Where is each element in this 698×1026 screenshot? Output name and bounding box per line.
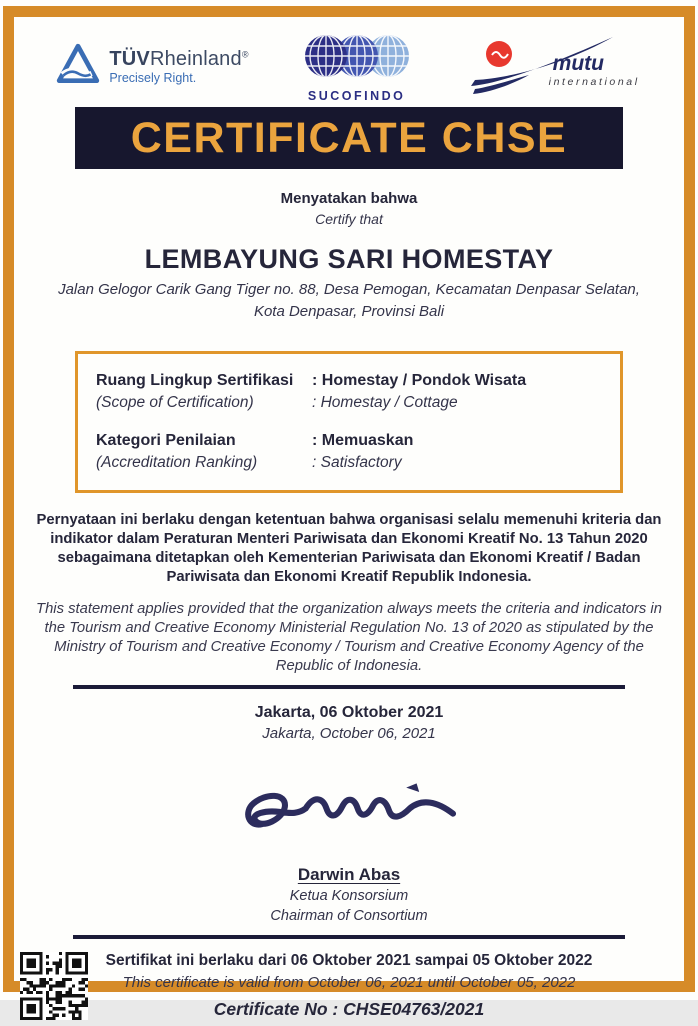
scope-value-en: : Homestay / Cottage — [312, 394, 458, 411]
validity-block — [14, 950, 684, 1022]
mutu-subtitle: international — [548, 76, 640, 88]
certificate-content — [14, 17, 684, 1019]
mutu-swoosh-icon — [465, 87, 643, 104]
ranking-label-en: (Accreditation Ranking) — [96, 454, 258, 471]
divider-top — [73, 685, 625, 689]
tuv-wordmark — [109, 49, 248, 85]
statement-indonesian: Pernyataan ini berlaku dengan ketentuan bahwa organisasi selalu memenuhi kriteria dan indikator dalam Peraturan Menteri Pariwisata dan Ekonomi Kreatif No. 13 Tahun 2020 sebagaimana ditetapkan oleh Kementerian Pariwisata dan Ekonomi Kreatif / Badan Pariwisata dan Ekonomi Kreatif Republik Indonesia. — [36, 512, 662, 585]
registered-mark: ® — [241, 49, 249, 60]
scope-row — [96, 370, 602, 414]
intro-indonesian: Menyatakan bahwa — [280, 190, 418, 207]
signatory-name: Darwin Abas — [297, 865, 401, 884]
scope-label-id: Ruang Lingkup Sertifikasi — [96, 372, 294, 389]
recipient-name: LEMBAYUNG SARI HOMESTAY — [144, 244, 554, 274]
tuv-triangle-icon — [55, 42, 101, 93]
signatory-title-en: Chairman of Consortium — [270, 908, 428, 924]
qr-code — [20, 951, 88, 1021]
tuv-name: TÜVRheinland® — [109, 47, 249, 70]
signatory-title-id: Ketua Konsorsium — [289, 888, 409, 904]
scope-label-en: (Scope of Certification) — [96, 394, 254, 411]
ranking-label-id: Kategori Penilaian — [96, 432, 236, 449]
intro-english: Certify that — [315, 211, 383, 227]
sucofindo-wordmark: SUCOFINDO — [307, 89, 406, 103]
tuv-tagline: Precisely Right. — [109, 70, 197, 85]
sucofindo-logo — [301, 31, 413, 103]
certificate-title: CERTIFICATE CHSE — [130, 113, 568, 162]
logo-row — [14, 30, 684, 104]
sucofindo-globes-icon — [301, 31, 413, 88]
ranking-value-id: : Memuaskan — [312, 432, 414, 449]
scope-box — [75, 351, 623, 493]
recipient-address — [14, 279, 684, 323]
validity-english: This certificate is valid from October 06, 2021 until October 05, 2022 — [122, 974, 576, 991]
certificate-banner — [75, 107, 623, 169]
divider-bottom — [73, 935, 625, 939]
intro-block — [14, 189, 684, 229]
certificate-number: Certificate No : CHSE04763/2021 — [213, 999, 485, 1019]
ranking-row — [96, 430, 602, 474]
mutu-international-logo — [465, 34, 643, 100]
statement-english: This statement applies provided that the organization always meets the criteria and indicators in the Tourism and Creative Economy Ministerial Regulation No. 13 of 2020 as stipulated by the Ministry of Tourism and Creative Economy / Tourism and Creative Economy Agency of the Republic of Indonesia. — [36, 601, 662, 674]
validity-indonesian: Sertifikat ini berlaku dari 06 Oktober 2021 sampai 05 Oktober 2022 — [105, 952, 593, 969]
mutu-wordmark: mutu — [552, 52, 604, 75]
signature-scribble — [224, 779, 474, 862]
tuv-rheinland-logo — [55, 42, 248, 93]
address-line-2: Kota Denpasar, Provinsi Bali — [253, 303, 445, 320]
issue-date-en: Jakarta, October 06, 2021 — [262, 725, 436, 742]
signature-area — [14, 782, 684, 862]
issue-date-id: Jakarta, 06 Oktober 2021 — [254, 704, 444, 721]
scope-value-id: : Homestay / Pondok Wisata — [312, 372, 527, 389]
issue-date-block — [14, 702, 684, 744]
ranking-value-en: : Satisfactory — [312, 454, 402, 471]
address-line-1: Jalan Gelogor Carik Gang Tiger no. 88, Desa Pemogan, Kecamatan Denpasar Selatan, — [58, 281, 640, 298]
